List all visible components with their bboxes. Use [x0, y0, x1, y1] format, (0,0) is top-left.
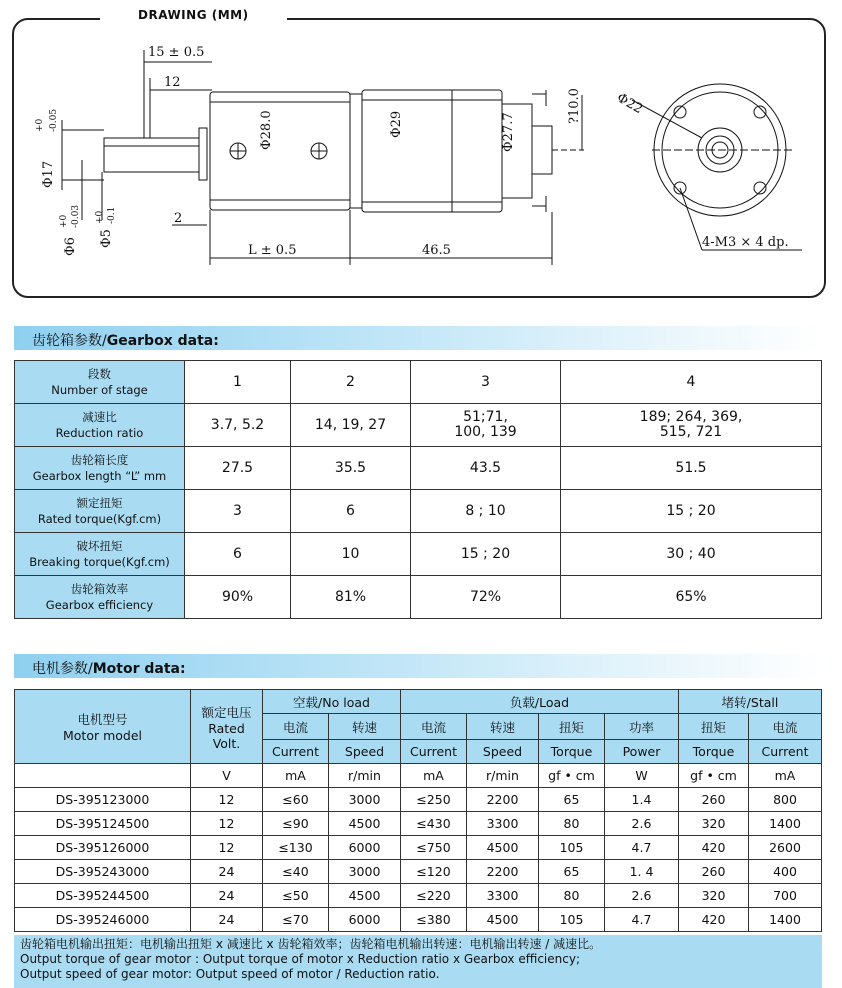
dim-2: 2: [174, 211, 183, 226]
motor-value-cell: 4.7: [605, 836, 679, 860]
dim-d10: ?10.0: [567, 88, 582, 124]
motor-value-cell: 3000: [329, 860, 401, 884]
gearbox-cell: 8 ; 10: [411, 490, 561, 533]
gearbox-cell: 10: [291, 533, 411, 576]
motor-value-cell: 320: [679, 884, 749, 908]
sub-header-cn: 电流: [749, 714, 822, 740]
sub-header-en: Current: [401, 740, 467, 764]
motor-value-cell: ≤120: [401, 860, 467, 884]
motor-value-cell: 6000: [329, 836, 401, 860]
motor-value-cell: 80: [539, 884, 605, 908]
gearbox-cell: 90%: [185, 576, 291, 619]
note-line-1: 齿轮箱电机输出扭矩：电机输出扭矩 x 减速比 x 齿轮箱效率；齿轮箱电机输出转速：电机输出转速 / 减速比。: [20, 937, 602, 951]
sub-header-en: Torque: [539, 740, 605, 764]
gearbox-row: [15, 490, 822, 533]
gearbox-row: [15, 404, 822, 447]
motor-value-cell: ≤250: [401, 788, 467, 812]
motor-row: [15, 836, 822, 860]
motor-value-cell: 4.7: [605, 908, 679, 932]
gearbox-row: [15, 533, 822, 576]
dim-d17: Φ17: [41, 160, 56, 188]
gearbox-row-label: 额定扭矩 Rated torque(Kgf.cm): [15, 490, 185, 533]
motor-model-cell: DS-395244500: [15, 884, 191, 908]
gearbox-row-label: 齿轮箱长度 Gearbox length “L” mm: [15, 447, 185, 490]
sub-header-cn: 电流: [401, 714, 467, 740]
motor-row: [15, 860, 822, 884]
motor-value-cell: 1400: [749, 812, 822, 836]
motor-value-cell: ≤430: [401, 812, 467, 836]
unit-cell: mA: [749, 764, 822, 788]
dim-15: 15 ± 0.5: [148, 45, 205, 60]
gearbox-cell: 3: [411, 361, 561, 404]
sub-header-en: Current: [749, 740, 822, 764]
motor-value-cell: ≤90: [263, 812, 329, 836]
header-motor-model: 电机型号 Motor model: [15, 690, 191, 764]
gearbox-cell: 51.5: [561, 447, 822, 490]
dim-d5: Φ5: [99, 229, 114, 248]
motor-model-cell: DS-395123000: [15, 788, 191, 812]
unit-cell: mA: [401, 764, 467, 788]
gearbox-cell: 30 ; 40: [561, 533, 822, 576]
gearbox-row: [15, 576, 822, 619]
motor-value-cell: 2200: [467, 788, 539, 812]
gearbox-cell: 35.5: [291, 447, 411, 490]
motor-value-cell: 65: [539, 860, 605, 884]
motor-value-cell: ≤380: [401, 908, 467, 932]
gearbox-cell: 4: [561, 361, 822, 404]
shaft-collar: [199, 128, 207, 180]
gearbox-section-header: [14, 326, 822, 350]
motor-value-cell: 1400: [749, 908, 822, 932]
motor-table: [14, 689, 822, 932]
note-line-2: Output torque of gear motor : Output torque of motor x Reduction ratio x Gearbox efficiency;: [20, 952, 580, 966]
gearbox-cell: 27.5: [185, 447, 291, 490]
gearbox-cell: 43.5: [411, 447, 561, 490]
motor-value-cell: 4500: [329, 884, 401, 908]
gearbox-table: [14, 360, 822, 619]
dim-d6: Φ6: [63, 237, 78, 256]
dim-d6-tol-lo: -0.03: [71, 204, 81, 228]
dim-d6-tol-up: +0: [59, 214, 69, 228]
gearbox-cell: 6: [291, 490, 411, 533]
motor-model-cell: DS-395124500: [15, 812, 191, 836]
motor-value-cell: 105: [539, 908, 605, 932]
gearbox-cell: 81%: [291, 576, 411, 619]
motor-value-cell: ≤220: [401, 884, 467, 908]
gearbox-cell: 3: [185, 490, 291, 533]
gearbox-row: [15, 361, 822, 404]
gearbox-cell: 14, 19, 27: [291, 404, 411, 447]
dim-d28: Φ28.0: [259, 110, 274, 150]
dim-holes: 4-M3 × 4 dp.: [702, 235, 789, 250]
motor-section-header: [14, 654, 822, 678]
sub-header-cn: 电流: [263, 714, 329, 740]
sub-header-en: Power: [605, 740, 679, 764]
dim-d5-tol-up: +0: [95, 210, 105, 224]
dim-d29: Φ29: [389, 110, 404, 138]
motor-model-cell: DS-395246000: [15, 908, 191, 932]
gearbox-cell: 189; 264, 369, 515, 721: [561, 404, 822, 447]
header-stall: 堵转/Stall: [679, 690, 822, 714]
motor-value-cell: 3300: [467, 884, 539, 908]
motor-value-cell: 4500: [467, 836, 539, 860]
motor-value-cell: 260: [679, 860, 749, 884]
dim-d5-tol-lo: -0.1: [107, 206, 117, 224]
motor-value-cell: 24: [191, 884, 263, 908]
motor-value-cell: 420: [679, 908, 749, 932]
sub-header-en: Speed: [467, 740, 539, 764]
header-no-load: 空载/No load: [263, 690, 401, 714]
gearbox-row-label: 段数 Number of stage: [15, 361, 185, 404]
output-shaft: [104, 138, 199, 172]
gearbox-cell: 2: [291, 361, 411, 404]
note-line-3: Output speed of gear motor: Output speed of motor / Reduction ratio.: [20, 967, 440, 981]
motor-value-cell: ≤750: [401, 836, 467, 860]
motor-model-cell: DS-395243000: [15, 860, 191, 884]
units-blank-cell: [15, 764, 191, 788]
motor-value-cell: 420: [679, 836, 749, 860]
sub-header-cn: 转速: [329, 714, 401, 740]
motor-value-cell: 1.4: [605, 788, 679, 812]
sub-header-cn: 扭矩: [679, 714, 749, 740]
motor-value-cell: 2.6: [605, 812, 679, 836]
motor-value-cell: 12: [191, 812, 263, 836]
sub-header-cn: 转速: [467, 714, 539, 740]
motor-value-cell: ≤50: [263, 884, 329, 908]
motor-value-cell: 105: [539, 836, 605, 860]
gearbox-row-label: 齿轮箱效率 Gearbox efficiency: [15, 576, 185, 619]
sub-header-en: Current: [263, 740, 329, 764]
gearbox-row-label: 破坏扭矩 Breaking torque(Kgf.cm): [15, 533, 185, 576]
motor-value-cell: 12: [191, 788, 263, 812]
sub-header-en: Speed: [329, 740, 401, 764]
motor-value-cell: ≤60: [263, 788, 329, 812]
unit-cell: r/min: [329, 764, 401, 788]
gearbox-cell: 1: [185, 361, 291, 404]
motor-value-cell: 2200: [467, 860, 539, 884]
dim-d17-tol-up: +0: [35, 118, 45, 132]
gearbox-cell: 72%: [411, 576, 561, 619]
motor-value-cell: 2600: [749, 836, 822, 860]
motor-value-cell: 4500: [329, 812, 401, 836]
unit-cell: gf • cm: [539, 764, 605, 788]
motor-technical-drawing: [12, 20, 820, 292]
motor-value-cell: 1. 4: [605, 860, 679, 884]
motor-value-cell: 65: [539, 788, 605, 812]
motor-value-cell: 6000: [329, 908, 401, 932]
motor-row: [15, 788, 822, 812]
gearbox-cell: 15 ; 20: [411, 533, 561, 576]
unit-cell: mA: [263, 764, 329, 788]
motor-body: [362, 90, 502, 212]
motor-value-cell: 2.6: [605, 884, 679, 908]
motor-value-cell: ≤70: [263, 908, 329, 932]
drawing-title: DRAWING (MM): [100, 8, 287, 22]
sub-header-cn: 扭矩: [539, 714, 605, 740]
header-rated-volt: 额定电压 Rated Volt.: [191, 690, 263, 764]
motor-value-cell: 12: [191, 836, 263, 860]
dim-d17-tol-lo: -0.05: [49, 108, 59, 132]
gearbox-cell: 3.7, 5.2: [185, 404, 291, 447]
motor-value-cell: 400: [749, 860, 822, 884]
motor-title-en: Motor data:: [92, 661, 186, 677]
sub-header-en: Torque: [679, 740, 749, 764]
motor-value-cell: ≤130: [263, 836, 329, 860]
unit-cell: r/min: [467, 764, 539, 788]
gearbox-cell: 51;71, 100, 139: [411, 404, 561, 447]
motor-value-cell: 320: [679, 812, 749, 836]
unit-cell: V: [191, 764, 263, 788]
motor-value-cell: 24: [191, 908, 263, 932]
gearbox-cell: 65%: [561, 576, 822, 619]
motor-title-cn: 电机参数/: [32, 661, 93, 677]
header-load: 负载/Load: [401, 690, 679, 714]
gearbox-title-cn: 齿轮箱参数/: [32, 333, 107, 349]
motor-value-cell: 3000: [329, 788, 401, 812]
motor-value-cell: 4500: [467, 908, 539, 932]
notes-box: [14, 935, 822, 988]
motor-value-cell: 3300: [467, 812, 539, 836]
motor-value-cell: ≤40: [263, 860, 329, 884]
gearbox-cell: 15 ; 20: [561, 490, 822, 533]
motor-value-cell: 800: [749, 788, 822, 812]
gearbox-title-en: Gearbox data:: [106, 333, 219, 349]
motor-row: [15, 812, 822, 836]
dim-12: 12: [164, 75, 181, 90]
motor-row: [15, 908, 822, 932]
motor-value-cell: 24: [191, 860, 263, 884]
motor-model-cell: DS-395126000: [15, 836, 191, 860]
sub-header-cn: 功率: [605, 714, 679, 740]
motor-value-cell: 80: [539, 812, 605, 836]
gearbox-cell: 6: [185, 533, 291, 576]
gearbox-row-label: 减速比 Reduction ratio: [15, 404, 185, 447]
dim-d22: Φ22: [614, 90, 646, 118]
motor-row: [15, 884, 822, 908]
gearbox-row: [15, 447, 822, 490]
dim-L: L ± 0.5: [248, 243, 297, 258]
unit-cell: W: [605, 764, 679, 788]
motor-value-cell: 700: [749, 884, 822, 908]
dim-46: 46.5: [422, 243, 451, 258]
unit-cell: gf • cm: [679, 764, 749, 788]
motor-value-cell: 260: [679, 788, 749, 812]
dim-d27: Φ27.7: [501, 112, 516, 152]
